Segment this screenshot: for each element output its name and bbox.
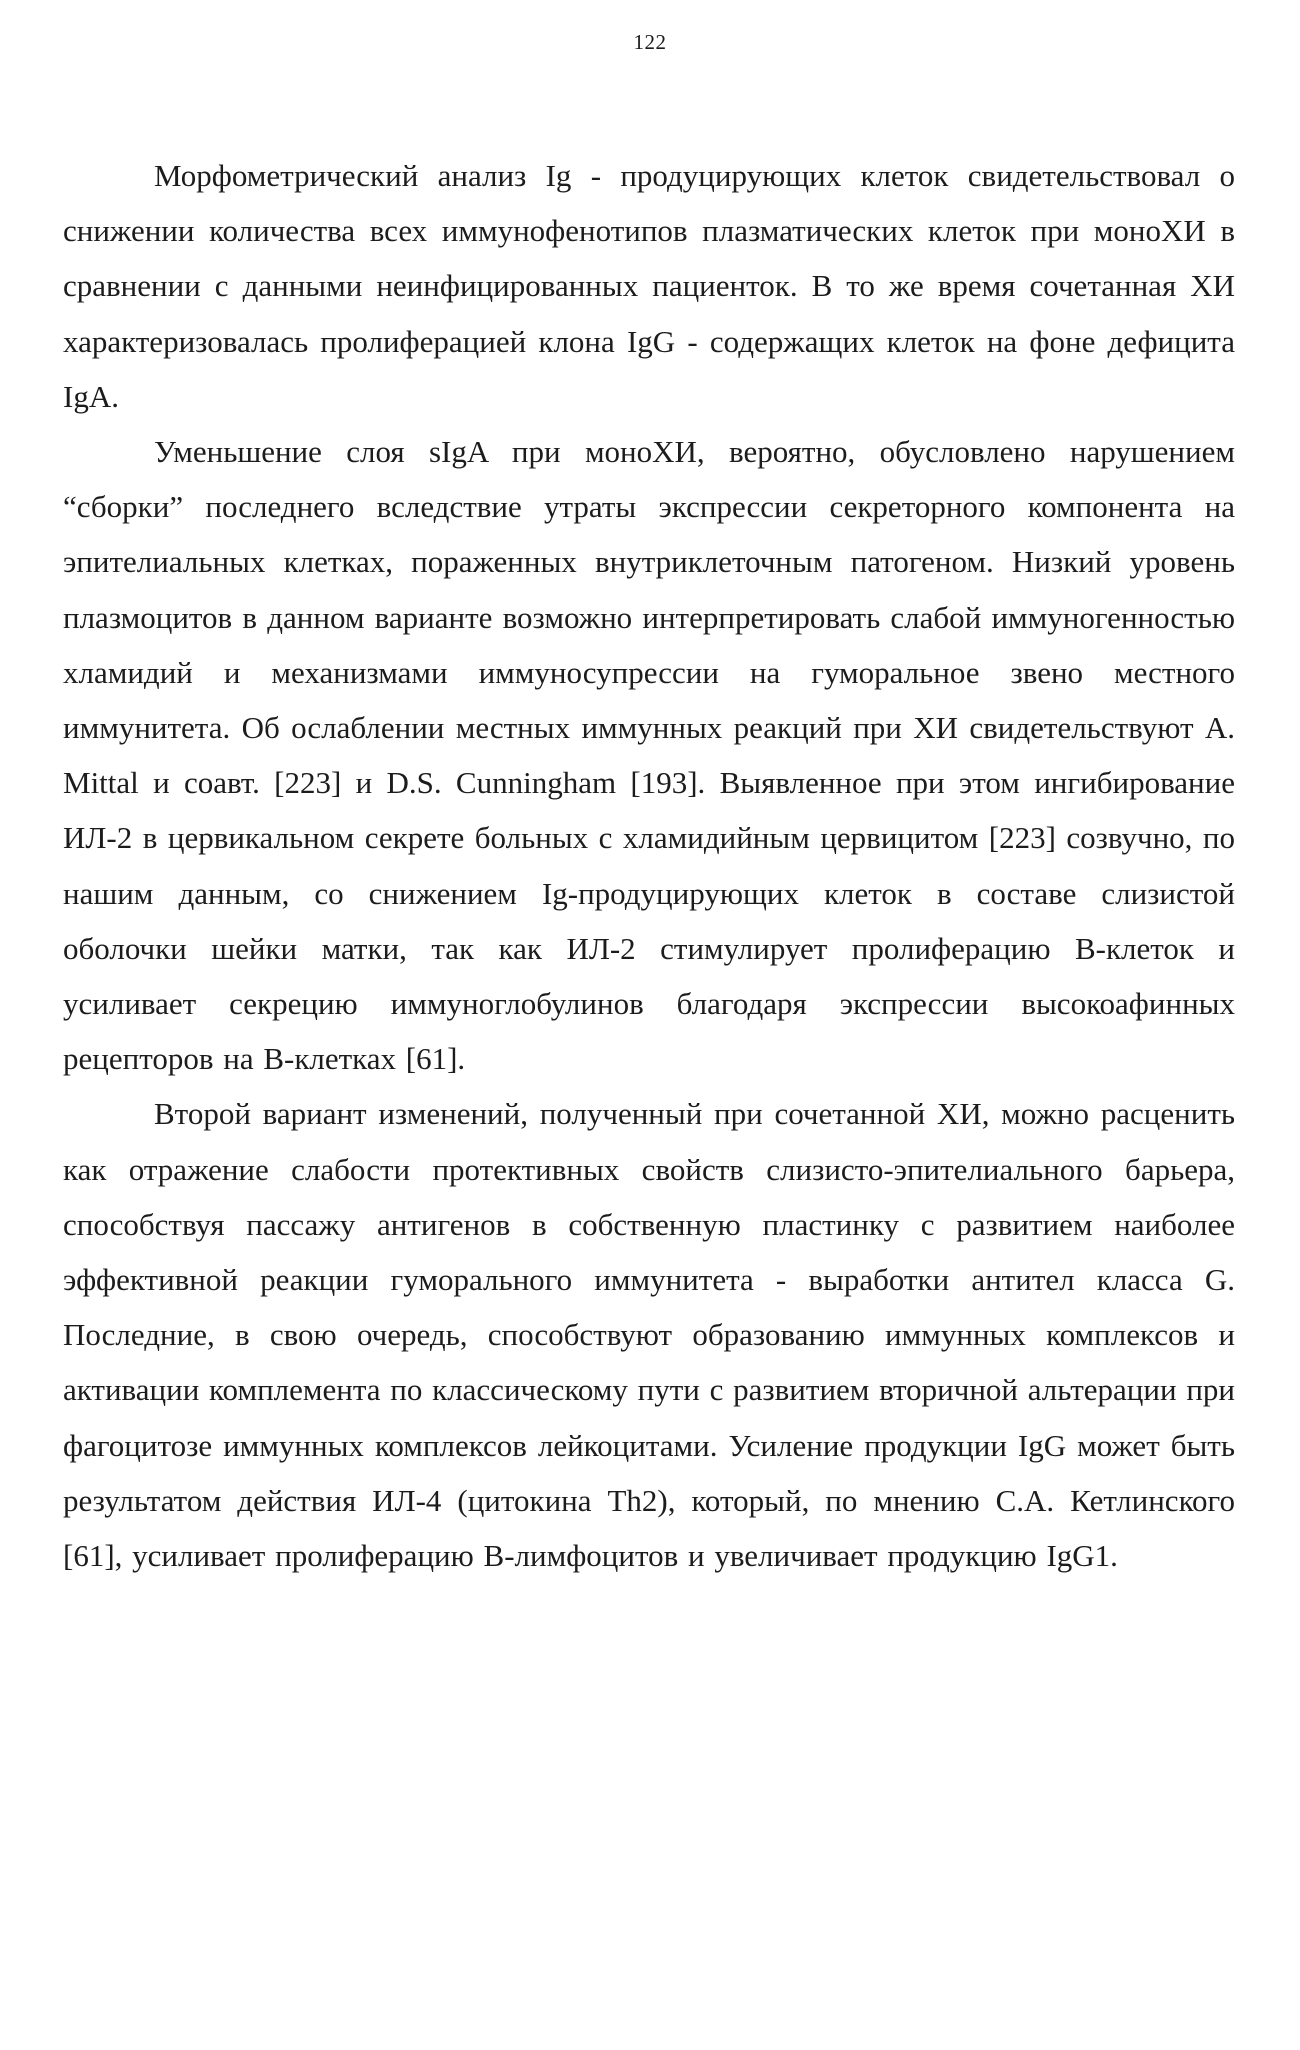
paragraph-morphometric-analysis: Морфометрический анализ Ig - продуцирующих клеток свидетельствовал о снижении количества всех иммунофенотипов плазматических клеток при моноХИ в сравнении с данными неинфицированных пациенток. В то же время сочетанная ХИ характеризовалась пролиферацией клона IgG - содержащих клеток на фоне дефицита IgA. bbox=[63, 158, 1235, 414]
body-text bbox=[63, 148, 1235, 1583]
paragraph-siga-reduction: Уменьшение слоя sIgA при моноХИ, вероятно, обусловлено нарушением “сборки” последнего вследствие утраты экспрессии секреторного компонента на эпителиальных клетках, пораженных внутриклеточным патогеном. Низкий уровень плазмоцитов в данном варианте возможно интерпретировать слабой иммуногенностью хламидий и механизмами иммуносупрессии на гуморальное звено местного иммунитета. Об ослаблении местных иммунных реакций при ХИ свидетельствуют A. Mittal и соавт. [223] и D.S. Cunningham [193]. Выявленное при этом ингибирование ИЛ-2 в цервикальном секрете больных с хламидийным цервицитом [223] созвучно, по нашим данным, со снижением Ig-продуцирующих клеток в составе слизистой оболочки шейки матки, так как ИЛ-2 стимулирует пролиферацию В-клеток и усиливает секрецию иммуноглобулинов благодаря экспрессии высокоафинных рецепторов на В-клетках [61]. bbox=[63, 434, 1235, 1077]
paragraph-second-variant: Второй вариант изменений, полученный при сочетанной ХИ, можно расценить как отражение слабости протективных свойств слизисто-эпителиального барьера, способствуя пассажу антигенов в собственную пластинку с развитием наиболее эффективной реакции гуморального иммунитета - выработки антител класса G. Последние, в свою очередь, способствуют образованию иммунных комплексов и активации комплемента по классическому пути с развитием вторичной альтерации при фагоцитозе иммунных комплексов лейкоцитами. Усиление продукции IgG может быть результатом действия ИЛ-4 (цитокина Th2), который, по мнению С.А. Кетлинского [61], усиливает пролиферацию В-лимфоцитов и увеличивает продукцию IgG1. bbox=[63, 1096, 1235, 1574]
page-number: 122 bbox=[633, 30, 667, 54]
